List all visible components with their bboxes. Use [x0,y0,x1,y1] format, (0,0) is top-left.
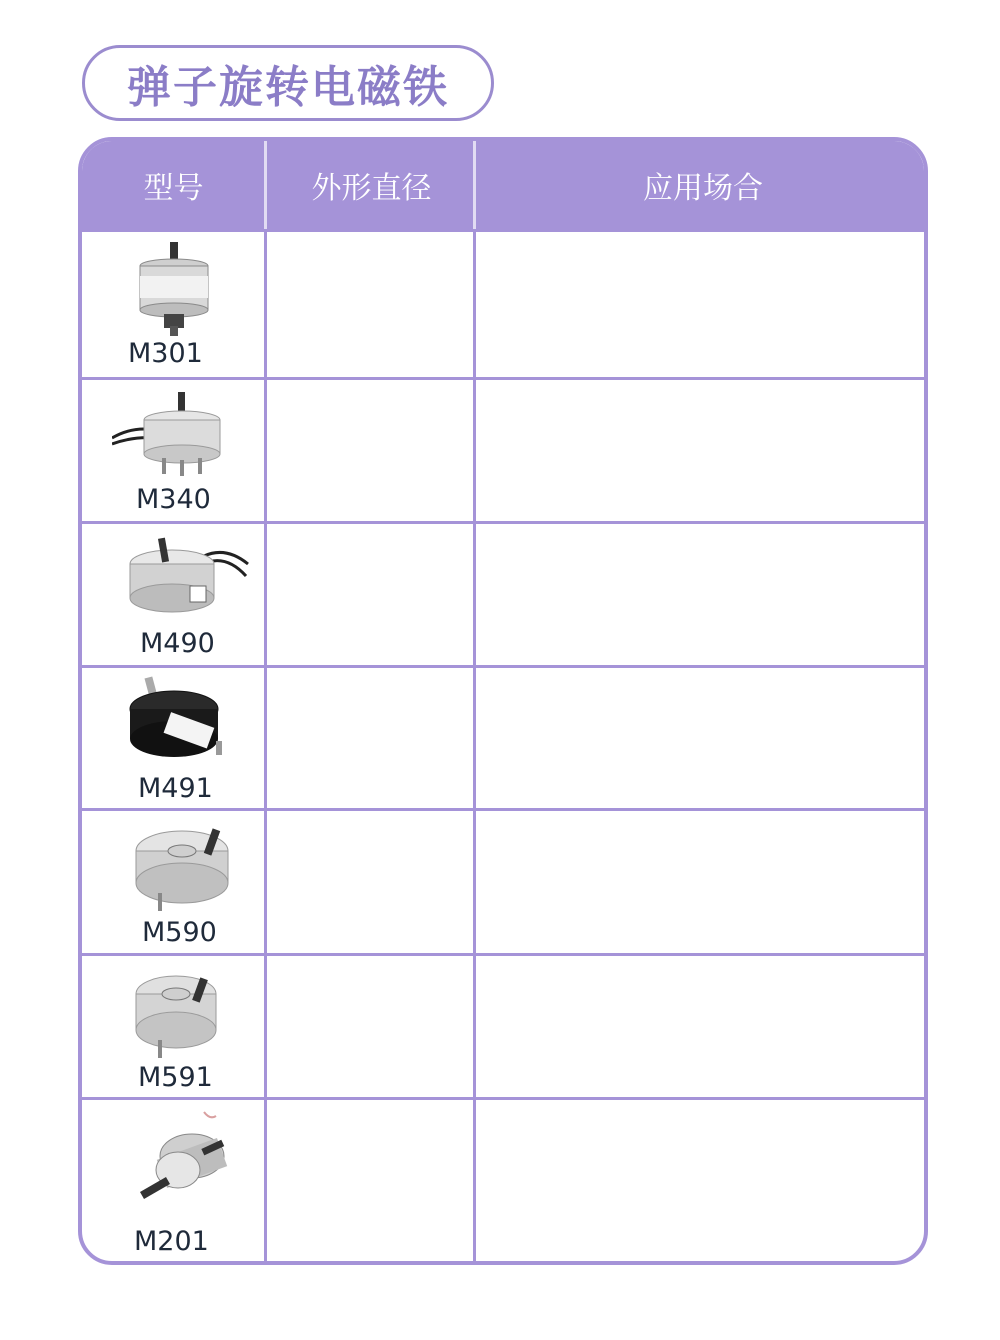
header-divider [473,141,476,229]
model-label: M301 [128,338,203,369]
header-diameter: 外形直径 [311,171,432,206]
table-row [82,667,924,808]
solenoid-m590-image [112,815,246,919]
table-row [82,232,924,377]
title-pill [82,45,494,121]
solenoid-m201-image [120,1108,238,1228]
table-row [82,380,924,521]
header-model: 型号 [143,171,204,206]
solenoid-m301-image [134,242,218,338]
table-row [82,956,924,1097]
model-label: M201 [134,1226,209,1257]
table-header [82,141,924,229]
product-table [78,137,928,1265]
model-label: M490 [140,628,215,659]
solenoid-m591-image [118,964,236,1062]
model-label: M591 [138,1062,213,1093]
header-divider [264,141,267,229]
model-label: M340 [136,484,211,515]
table-row [82,524,924,665]
model-label: M491 [138,773,213,804]
header-application: 应用场合 [643,171,763,206]
solenoid-m491-image [122,675,232,767]
page-title: 弹子旋转电磁铁 [127,62,449,113]
table-row [82,811,924,953]
solenoid-m340-image [112,386,240,478]
solenoid-m490-image [116,534,256,620]
table-row [82,1100,924,1265]
model-label: M590 [142,917,217,948]
